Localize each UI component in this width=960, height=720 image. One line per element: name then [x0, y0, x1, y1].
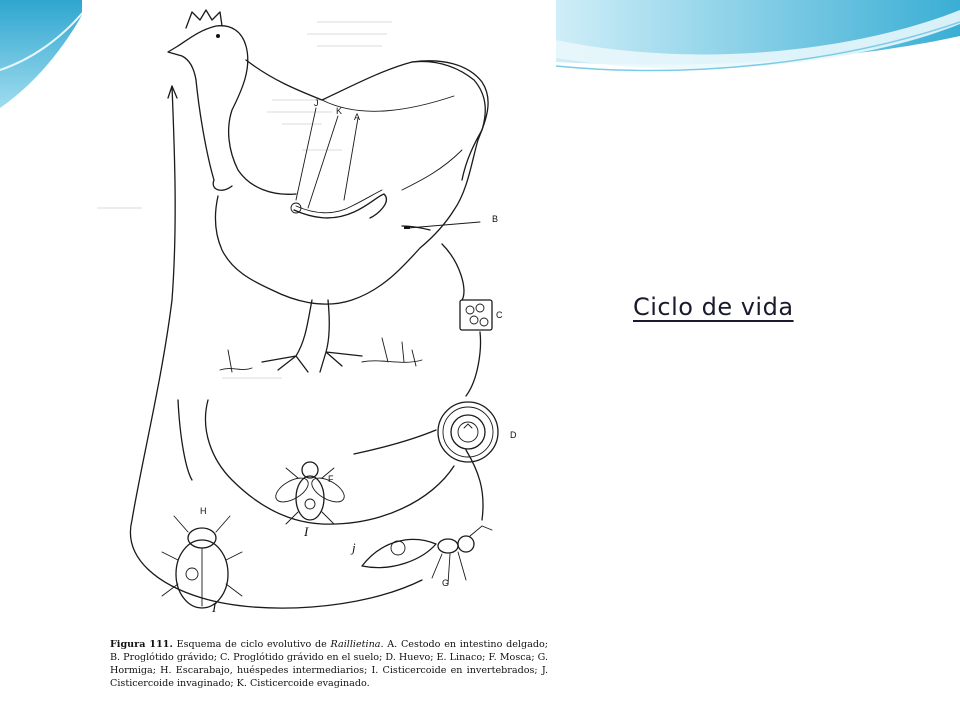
- label-B: B: [492, 214, 499, 224]
- raillietina-life-cycle-figure: [82, 0, 556, 720]
- label-G: G: [442, 578, 450, 588]
- beetle-illustration: [162, 516, 242, 608]
- label-I-fly: I: [304, 524, 309, 539]
- label-J: J: [314, 98, 319, 108]
- label-K: K: [336, 106, 343, 116]
- label-I-beetle: I: [212, 600, 217, 615]
- figure-caption: [110, 638, 548, 690]
- caption-body: . A. Cestodo en intestino delgado; B. Proglótido grávido; C. Proglótido grávido en el suelo; D. Huevo; E. Linaco; F. Mosca; G. Hormiga; H. Escarabajo, huéspedes intermediarios; I. Cisticercoide en invertebrados; J. Cisticercoide invaginado; K. Cisticercoide evaginado.: [110, 639, 548, 689]
- wave-top-left: [0, 0, 90, 108]
- life-cycle-diagram: [82, 0, 556, 720]
- slide-title: Ciclo de vida: [633, 293, 794, 321]
- caption-figure-number: Figura 111.: [110, 639, 173, 650]
- label-F: F: [328, 474, 334, 484]
- caption-genus: Raillietina: [330, 639, 381, 650]
- hen-illustration: [168, 10, 488, 372]
- ant-illustration: [362, 526, 492, 584]
- label-D: D: [510, 430, 517, 440]
- label-H: H: [200, 506, 207, 516]
- caption-lead: Esquema de ciclo evolutivo de: [176, 639, 327, 650]
- label-C: C: [496, 310, 503, 320]
- label-j-ant: j: [352, 540, 356, 555]
- proglottid-illustration: [460, 300, 492, 330]
- label-A: A: [354, 112, 361, 122]
- pointer-lines: [296, 108, 480, 228]
- scan-noise: [97, 22, 392, 378]
